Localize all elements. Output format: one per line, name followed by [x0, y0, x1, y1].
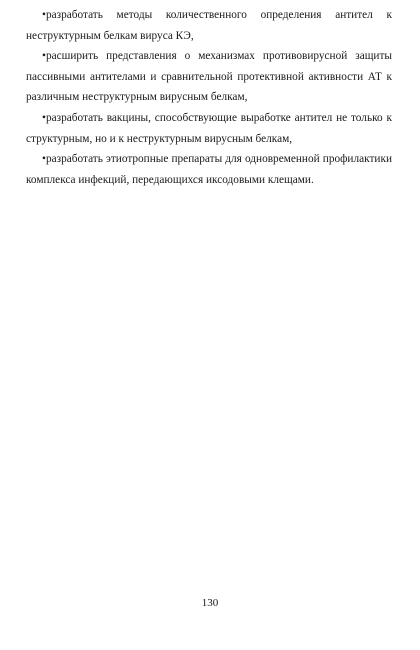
list-item: •разработать методы количественного определения антител к неструктурным белкам вируса КЭ, [26, 9, 392, 42]
list-item: •разработать вакцины, способствующие выработке антител не только к структурным, но и к неструктурным вирусным белкам, [26, 111, 392, 145]
list-item: •разработать этиотропные препараты для одновременной профилактики комплекса инфекций, передающихся иксодовыми клещами. [26, 153, 392, 186]
list-item: •расширить представления о механизмах противовирусной защиты пассивными антителами и сравнительной протективной активности АТ к различным неструктурным вирусным белкам, [26, 50, 392, 104]
page-number: 130 [201, 597, 219, 609]
document-body [26, 5, 392, 190]
